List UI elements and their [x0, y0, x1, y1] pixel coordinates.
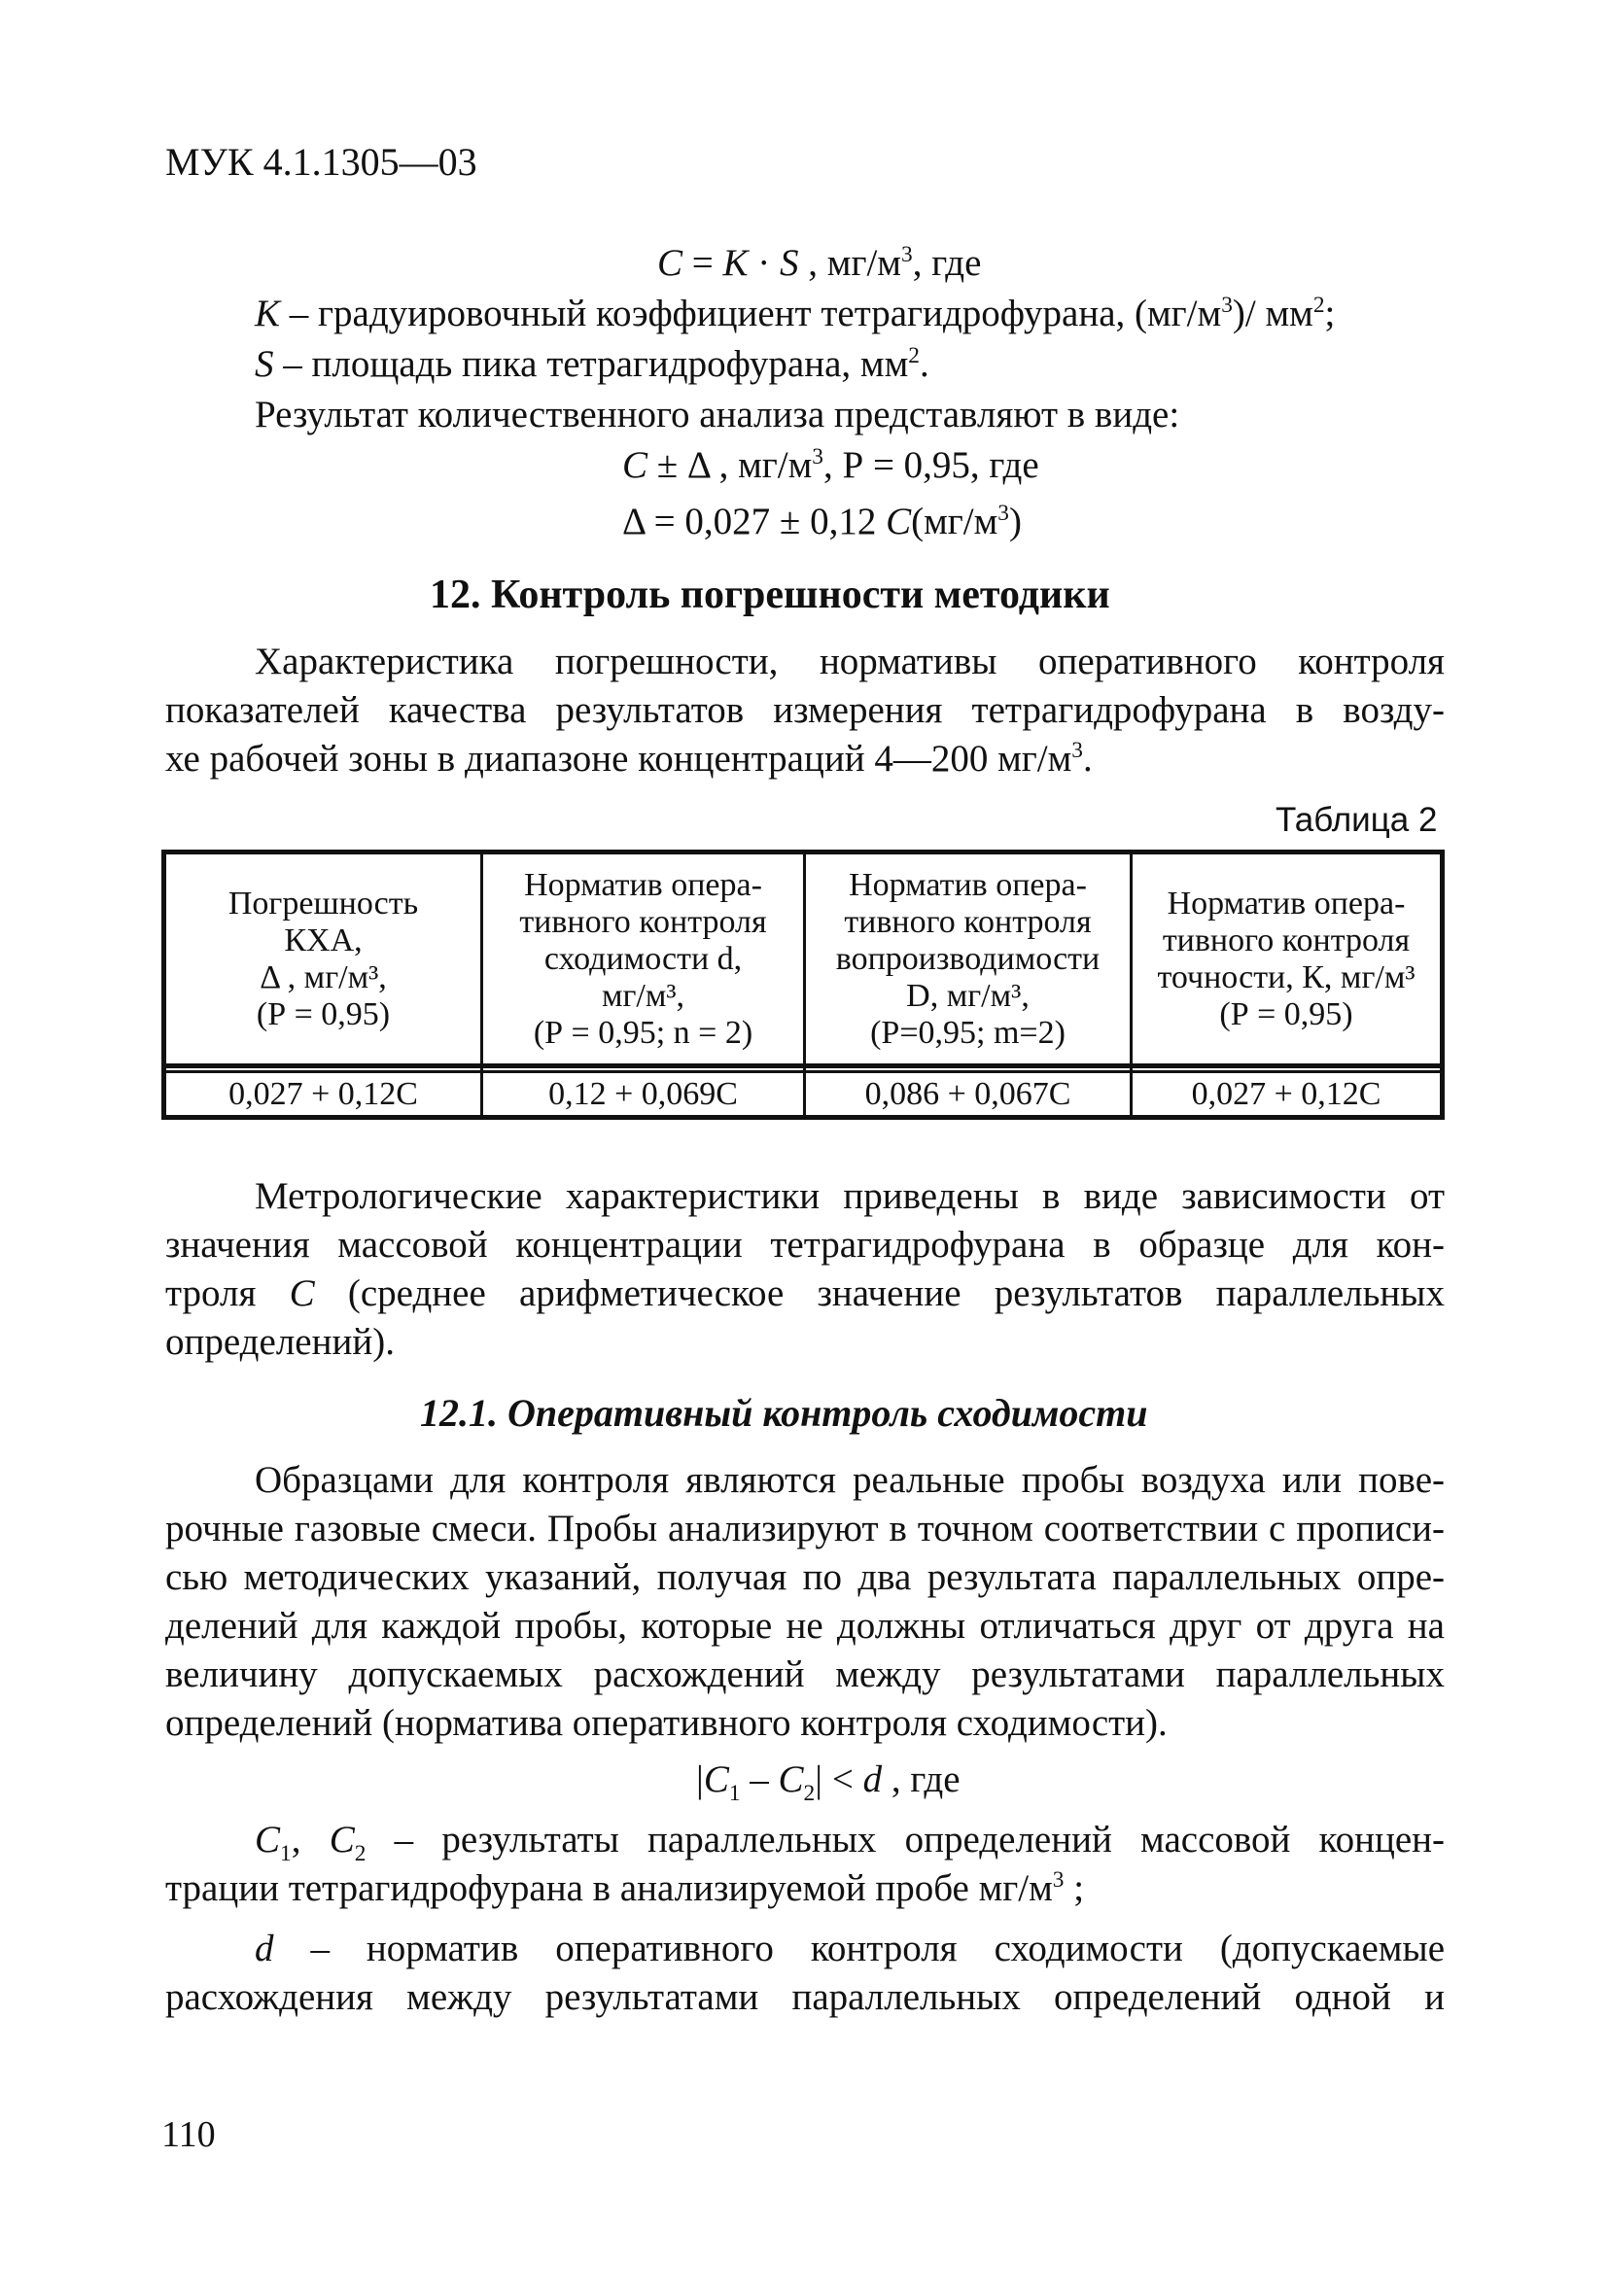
sub: 2	[803, 1780, 816, 1806]
header-line: D, мг/м³,	[906, 977, 1030, 1014]
def-text: – градуировочный коэффициент тетрагидрофурана, (мг/м	[280, 293, 1222, 334]
def-end: .	[919, 343, 929, 385]
var-c1: C	[703, 1758, 729, 1800]
sup: 3	[900, 242, 913, 267]
section-12-1-line-4: делений для каждой пробы, которые не должны отличаться друг от друга на	[165, 1605, 1445, 1647]
header-line: (Р = 0,95; n = 2)	[533, 1014, 753, 1051]
sup: 2	[908, 343, 920, 368]
header-line: (Р=0,95; m=2)	[870, 1014, 1066, 1051]
text: – норматив оперативного контроля сходимости (допускаемые	[273, 1928, 1445, 1969]
sup: 3	[1052, 1867, 1065, 1893]
metro-para-line-1: Метрологические характеристики приведены в виде зависимости от	[255, 1175, 1445, 1217]
formula-delta	[622, 498, 1022, 546]
metro-para-line-2: значения массовой концентрации тетрагидрофурана в образце для кон-	[165, 1224, 1445, 1266]
text: (среднее арифметическое значение результатов параллельных	[314, 1272, 1446, 1314]
result-intro: Результат количественного анализа представляют в виде:	[255, 394, 1180, 435]
section-12-1-line-1: Образцами для контроля являются реальные пробы воздуха или пове-	[255, 1459, 1445, 1501]
table-value-cell: 0,027 + 0,12С	[228, 1075, 418, 1112]
header-line: мг/м³,	[601, 977, 685, 1014]
text: хе рабочей зоны в диапазоне концентраций 4—200 мг/м	[165, 738, 1072, 780]
tail: , Р = 0,95, где	[823, 444, 1039, 486]
page-number: 110	[161, 2114, 216, 2155]
header-line: Норматив опера-	[524, 866, 762, 903]
unit: (мг/м	[911, 501, 998, 542]
header-line: вопроизводимости	[835, 940, 1101, 977]
var-k: K	[722, 242, 749, 284]
section-12-para-line-2: показателей качества результатов измерения тетрагидрофурана в возду-	[165, 689, 1445, 731]
document-code: МУК 4.1.1305—03	[165, 140, 477, 184]
header-line: Норматив опера-	[1167, 885, 1406, 922]
header-line: КХА,	[284, 922, 363, 958]
lt: <	[822, 1758, 863, 1800]
def-text: – площадь пика тетрагидрофурана, мм	[273, 343, 909, 385]
table-header-cell	[166, 854, 480, 1063]
sup: 3	[1221, 293, 1233, 318]
table-header-cell	[483, 854, 803, 1063]
table-value-cell: 0,086 + 0,067С	[864, 1075, 1071, 1112]
section-12-title: 12. Контроль погрешности методики	[430, 573, 1110, 617]
pm: ± Δ , мг/м	[647, 444, 813, 486]
end: ;	[1064, 1867, 1085, 1909]
sup: 3	[812, 444, 823, 470]
section-12-para-line-3	[165, 735, 1093, 783]
definition-d-line-2: расхождения между результатами параллельных определений одной и	[165, 1976, 1445, 2018]
abs-bar: |	[696, 1758, 704, 1800]
abs-bar: |	[815, 1758, 823, 1800]
sub: 2	[354, 1840, 367, 1866]
var-c2: C	[778, 1758, 804, 1800]
section-12-1-line-5: величину допускаемых расхождений между результатами параллельных	[165, 1653, 1445, 1695]
sub: 1	[728, 1780, 741, 1806]
var-d: d	[255, 1928, 274, 1969]
def-mid: )/ мм	[1232, 293, 1313, 334]
var-c: C	[622, 444, 648, 486]
var-c: C	[886, 501, 912, 542]
table-header-cell	[1133, 854, 1440, 1063]
header-line: точности, К, мг/м³	[1157, 958, 1416, 995]
var-s: S	[255, 343, 274, 385]
def-end: ;	[1324, 293, 1336, 334]
dot: ·	[748, 242, 781, 284]
header-line: Δ , мг/м³,	[260, 958, 387, 995]
section-12-1-line-2: рочные газовые смеси. Пробы анализируют в точном соответствии с прописи-	[165, 1508, 1445, 1549]
header-line: тивного контроля	[519, 903, 767, 940]
header-line: (Р = 0,95)	[1219, 995, 1353, 1032]
equals: =	[682, 242, 723, 284]
tail: , где	[882, 1758, 961, 1800]
var-k: K	[255, 293, 281, 334]
definition-c-line-2	[165, 1864, 1084, 1913]
section-12-1-line-6: определений (норматива оперативного контроля сходимости).	[165, 1702, 1168, 1744]
metro-para-line-3	[165, 1270, 1445, 1318]
var-d: d	[862, 1758, 883, 1800]
table-header-cell	[806, 854, 1130, 1063]
comma: ,	[291, 1819, 330, 1861]
header-line: тивного контроля	[1162, 922, 1411, 958]
table-value-cell: 0,027 + 0,12С	[1191, 1075, 1381, 1112]
var-s: S	[780, 242, 799, 284]
sup: 3	[1071, 738, 1083, 763]
formula-result	[622, 441, 1039, 490]
header-line: Норматив опера-	[849, 866, 1087, 903]
metro-para-line-4: определений).	[165, 1321, 395, 1363]
table-value-cell: 0,12 + 0,069С	[548, 1075, 738, 1112]
definition-s	[255, 340, 929, 389]
text: – результаты параллельных определений массовой концен-	[366, 1819, 1446, 1861]
sup: 2	[1312, 293, 1325, 318]
section-12-1-line-3: сью методических указаний, получая по два результата параллельных опре-	[165, 1556, 1445, 1598]
var-c: С	[289, 1272, 315, 1314]
sup: 3	[997, 501, 1009, 526]
text: трации тетрагидрофурана в анализируемой пробе мг/м	[165, 1867, 1053, 1909]
section-12-1-title: 12.1. Оперативный контроль сходимости	[420, 1391, 1148, 1435]
header-line: Погрешность	[227, 885, 419, 922]
minus: –	[740, 1758, 779, 1800]
definition-c-line-1	[255, 1816, 1445, 1864]
formula-convergence	[696, 1756, 961, 1804]
var-c: C	[657, 242, 683, 284]
var-c2: C	[329, 1819, 355, 1861]
table-divider	[161, 1063, 1445, 1068]
section-12-para-line-1: Характеристика погрешности, нормативы оперативного контроля	[255, 641, 1445, 682]
text: троля	[165, 1272, 290, 1314]
tail: , где	[912, 242, 982, 284]
sub: 1	[280, 1840, 292, 1866]
end: .	[1082, 738, 1093, 780]
table-caption: Таблица 2	[1276, 801, 1438, 839]
header-line: сходимости d,	[543, 940, 743, 977]
var-c1: C	[255, 1819, 281, 1861]
header-line: (Р = 0,95)	[256, 995, 391, 1032]
formula-concentration	[657, 239, 981, 288]
lead: Δ = 0,027 ± 0,12	[622, 501, 887, 542]
unit: , мг/м	[798, 242, 901, 284]
end: )	[1008, 501, 1022, 542]
definition-k	[255, 290, 1335, 338]
header-line: тивного контроля	[844, 903, 1092, 940]
definition-d-line-1	[255, 1925, 1445, 1973]
